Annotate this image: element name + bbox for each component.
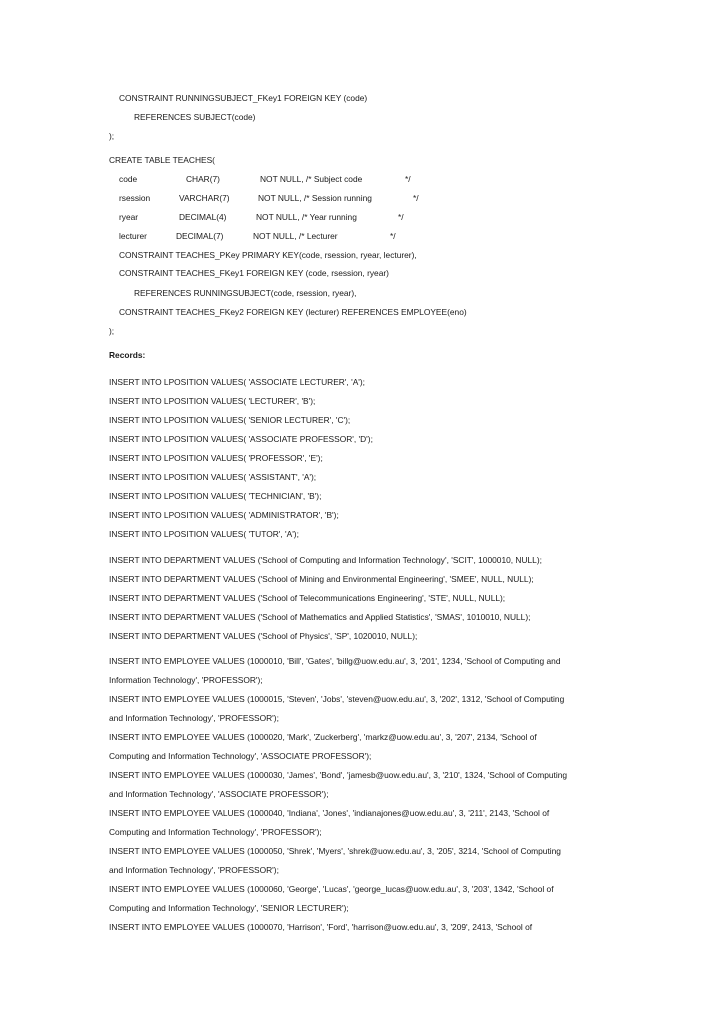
department-insert-line: INSERT INTO DEPARTMENT VALUES ('School of Computing and Information Technology', 'SCIT', 1000010, NULL); (109, 555, 542, 565)
column-type: DECIMAL(7) (176, 231, 224, 241)
comment-end: */ (405, 174, 411, 184)
column-name: lecturer (119, 231, 147, 241)
department-insert-line: INSERT INTO DEPARTMENT VALUES ('School of Mathematics and Applied Statistics', 'SMAS', 1010010, NULL); (109, 612, 531, 622)
lposition-insert-line: INSERT INTO LPOSITION VALUES( 'LECTURER', 'B'); (109, 396, 316, 406)
runningsubject-fk-line: CONSTRAINT RUNNINGSUBJECT_FKey1 FOREIGN KEY (code) (119, 93, 368, 103)
lposition-insert-line: INSERT INTO LPOSITION VALUES( 'ADMINISTRATOR', 'B'); (109, 510, 339, 520)
lposition-insert-line: INSERT INTO LPOSITION VALUES( 'ASSOCIATE LECTURER', 'A'); (109, 377, 365, 387)
employee-insert-line: INSERT INTO EMPLOYEE VALUES (1000060, 'George', 'Lucas', 'george_lucas@uow.edu.au', 3, '203', 1342, 'School of (109, 884, 554, 894)
employee-insert-line: Computing and Information Technology', 'ASSOCIATE PROFESSOR'); (109, 751, 372, 761)
comment-end: */ (413, 193, 419, 203)
column-constraint: NOT NULL, /* Year running (256, 212, 357, 222)
teaches-close-line: ); (109, 326, 115, 336)
department-insert-line: INSERT INTO DEPARTMENT VALUES ('School of Telecommunications Engineering', 'STE', NULL, NULL); (109, 593, 506, 603)
column-name: code (119, 174, 138, 184)
column-type: VARCHAR(7) (179, 193, 230, 203)
employee-insert-line: and Information Technology', 'PROFESSOR'); (109, 865, 279, 875)
lposition-insert-line: INSERT INTO LPOSITION VALUES( 'SENIOR LECTURER', 'C'); (109, 415, 351, 425)
column-name: rsession (119, 193, 151, 203)
employee-insert-line: INSERT INTO EMPLOYEE VALUES (1000050, 'Shrek', 'Myers', 'shrek@uow.edu.au', 3, '205', 3214, 'School of Computing (109, 846, 561, 856)
runningsubject-close-line: ); (109, 131, 115, 141)
teaches-pk-line: CONSTRAINT TEACHES_PKey PRIMARY KEY(code, rsession, ryear, lecturer), (119, 250, 417, 260)
department-insert-line: INSERT INTO DEPARTMENT VALUES ('School of Physics', 'SP', 1020010, NULL); (109, 631, 418, 641)
column-type: DECIMAL(4) (179, 212, 227, 222)
employee-insert-line: INSERT INTO EMPLOYEE VALUES (1000020, 'Mark', 'Zuckerberg', 'markz@uow.edu.au', 3, '207', 2134, 'School of (109, 732, 537, 742)
column-type: CHAR(7) (186, 174, 220, 184)
runningsubject-references-line: REFERENCES SUBJECT(code) (134, 112, 256, 122)
employee-insert-line: Computing and Information Technology', 'PROFESSOR'); (109, 827, 322, 837)
employee-insert-line: INSERT INTO EMPLOYEE VALUES (1000015, 'Steven', 'Jobs', 'steven@uow.edu.au', 3, '202', 1312, 'School of Computing (109, 694, 565, 704)
employee-insert-line: and Information Technology', 'ASSOCIATE PROFESSOR'); (109, 789, 329, 799)
employee-insert-line: INSERT INTO EMPLOYEE VALUES (1000040, 'Indiana', 'Jones', 'indianajones@uow.edu.au', 3, '211', 2143, 'School of (109, 808, 550, 818)
column-constraint: NOT NULL, /* Session running (258, 193, 372, 203)
lposition-insert-line: INSERT INTO LPOSITION VALUES( 'TECHNICIAN', 'B'); (109, 491, 322, 501)
lposition-insert-line: INSERT INTO LPOSITION VALUES( 'TUTOR', 'A'); (109, 529, 299, 539)
lposition-insert-line: INSERT INTO LPOSITION VALUES( 'ASSISTANT', 'A'); (109, 472, 317, 482)
lposition-insert-line: INSERT INTO LPOSITION VALUES( 'PROFESSOR', 'E'); (109, 453, 323, 463)
lposition-insert-line: INSERT INTO LPOSITION VALUES( 'ASSOCIATE PROFESSOR', 'D'); (109, 434, 373, 444)
department-insert-line: INSERT INTO DEPARTMENT VALUES ('School of Mining and Environmental Engineering', 'SMEE', NULL, NULL); (109, 574, 534, 584)
employee-insert-line: Information Technology', 'PROFESSOR'); (109, 675, 263, 685)
teaches-create-line: CREATE TABLE TEACHES( (109, 155, 215, 165)
employee-insert-line: INSERT INTO EMPLOYEE VALUES (1000010, 'Bill', 'Gates', 'billg@uow.edu.au', 3, '201', 1234, 'School of Computing and (109, 656, 561, 666)
comment-end: */ (390, 231, 396, 241)
employee-insert-line: Computing and Information Technology', 'SENIOR LECTURER'); (109, 903, 349, 913)
comment-end: */ (398, 212, 404, 222)
teaches-fk2-line: CONSTRAINT TEACHES_FKey2 FOREIGN KEY (lecturer) REFERENCES EMPLOYEE(eno) (119, 307, 467, 317)
column-name: ryear (119, 212, 139, 222)
column-constraint: NOT NULL, /* Lecturer (253, 231, 338, 241)
employee-insert-line: and Information Technology', 'PROFESSOR'); (109, 713, 279, 723)
employee-insert-line: INSERT INTO EMPLOYEE VALUES (1000030, 'James', 'Bond', 'jamesb@uow.edu.au', 3, '210', 1324, 'School of Computing (109, 770, 568, 780)
records-heading: Records: (109, 350, 146, 360)
teaches-fk1-references-line: REFERENCES RUNNINGSUBJECT(code, rsession, ryear), (134, 288, 357, 298)
teaches-fk1-line: CONSTRAINT TEACHES_FKey1 FOREIGN KEY (code, rsession, ryear) (119, 268, 389, 278)
column-constraint: NOT NULL, /* Subject code (260, 174, 363, 184)
employee-insert-line: INSERT INTO EMPLOYEE VALUES (1000070, 'Harrison', 'Ford', 'harrison@uow.edu.au', 3, '209', 2413, 'School of (109, 922, 533, 932)
